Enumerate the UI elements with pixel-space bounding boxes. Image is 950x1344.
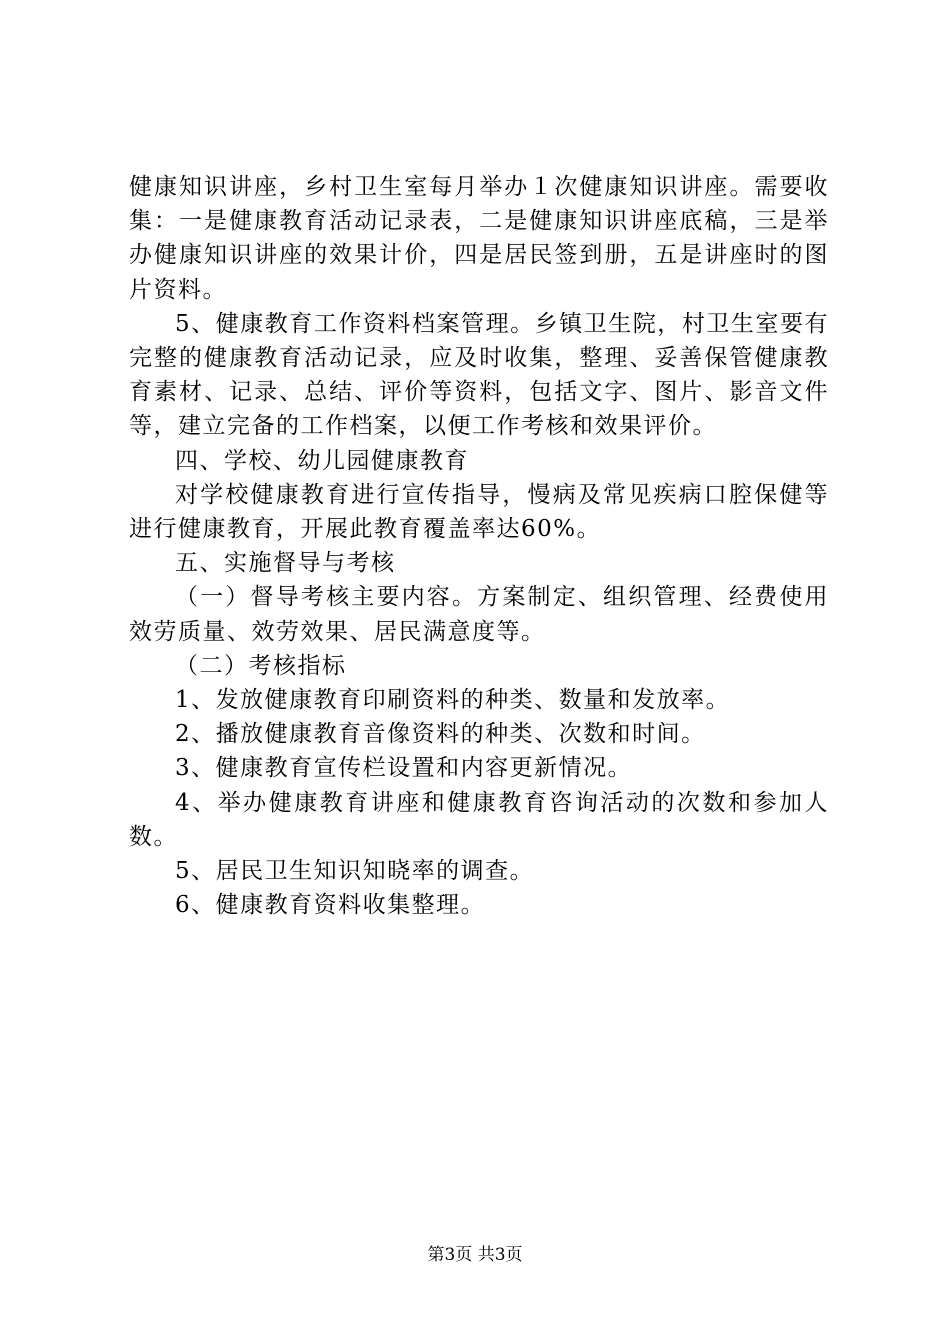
list-item-indicator-6: 6、健康教育资料收集整理。: [175, 892, 486, 919]
list-item-indicator-4: 4、举办健康教育讲座和健康教育咨询活动的次数和参加人数。: [129, 789, 829, 850]
heading-school-health-education: 四、学校、幼儿园健康教育: [175, 447, 469, 474]
page-number-label: 第3页 共3页: [427, 1245, 523, 1265]
document-body: [129, 170, 829, 922]
paragraph-lecture-collection: 健康知识讲座，乡村卫生室每月举办１次健康知识讲座。需要收集：一是健康教育活动记录表，二是健康知识讲座底稿，三是举办健康知识讲座的效果计价，四是居民签到册，五是讲座时的图片资料。: [129, 174, 829, 303]
list-item-indicator-2: 2、播放健康教育音像资料的种类、次数和时间。: [175, 721, 706, 748]
paragraph-school-guidance: 对学校健康教育进行宣传指导，慢病及常见疾病口腔保健等进行健康教育，开展此教育覆盖率达60%。: [129, 481, 829, 543]
paragraph-supervision-content: （一）督导考核主要内容。方案制定、组织管理、经费使用效劳质量、效劳效果、居民满意度等。: [129, 584, 829, 645]
heading-supervision-assessment: 五、实施督导与考核: [175, 550, 396, 577]
list-item-indicator-5: 5、居民卫生知识知晓率的调查。: [175, 858, 535, 885]
list-item-indicator-3: 3、健康教育宣传栏设置和内容更新情况。: [175, 755, 633, 782]
page-footer: [0, 1244, 950, 1266]
heading-assessment-indicators: （二）考核指标: [175, 652, 347, 679]
paragraph-archive-management: 5、健康教育工作资料档案管理。乡镇卫生院，村卫生室要有完整的健康教育活动记录，应及时收集，整理、妥善保管健康教育素材、记录、总结、评价等资料，包括文字、图片、影音文件等，建立完备的工作档案，以便工作考核和效果评价。: [129, 310, 829, 440]
list-item-indicator-1: 1、发放健康教育印刷资料的种类、数量和发放率。: [175, 687, 731, 714]
